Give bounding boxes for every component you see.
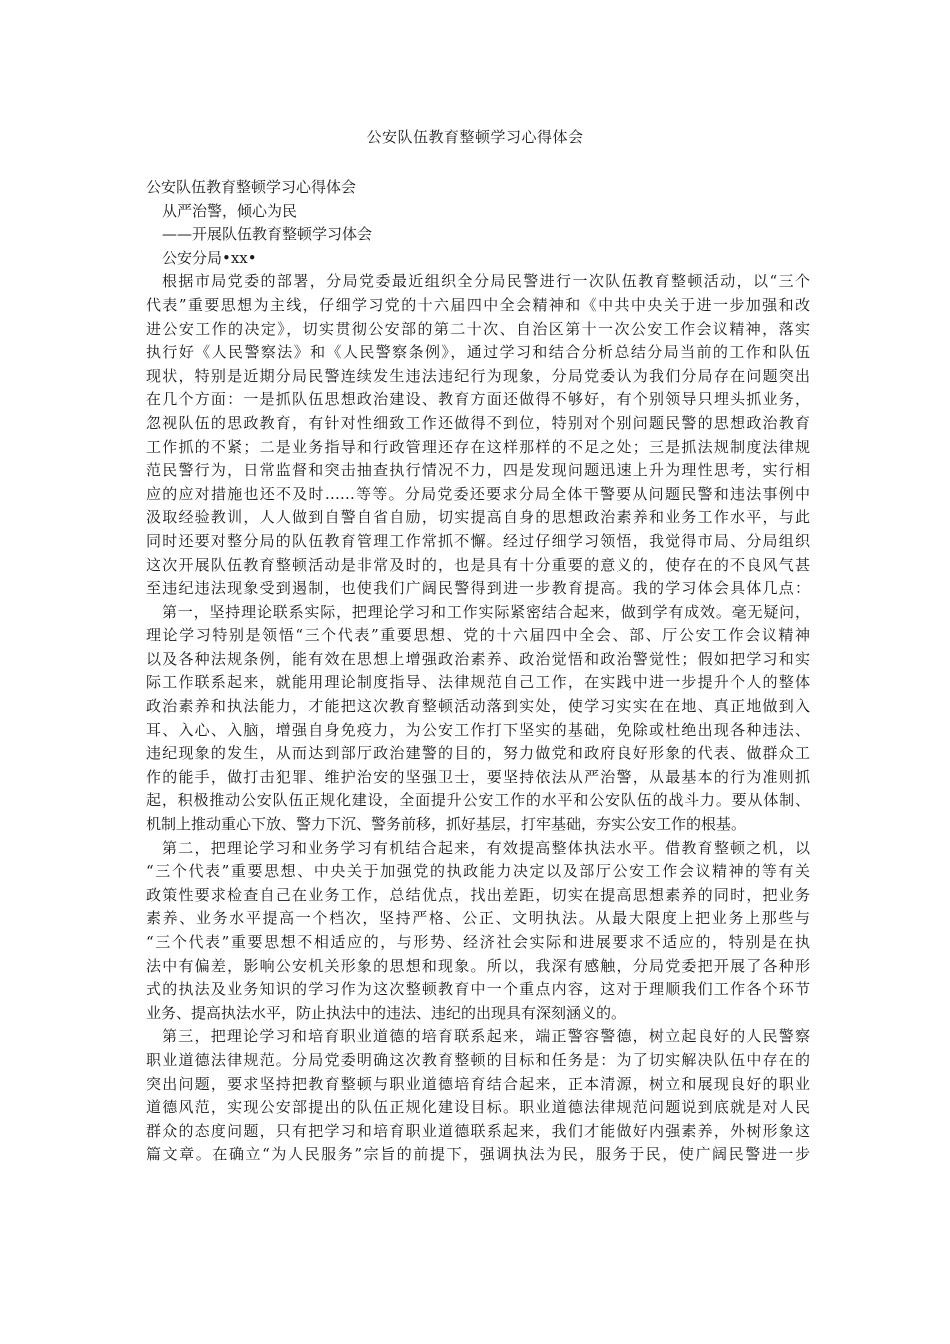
paragraph-line: 机制上推动重心下放、警力下沉、警务前移，抓好基层，打牢基础，夯实公安工作的根基。 — [146, 815, 747, 834]
paragraph-line: 业务、提高执法水平，防止执法中的违法、违纪的出现具有深刻涵义的。 — [146, 1003, 627, 1022]
header-line: 公安队伍教育整顿学习心得体会 — [146, 178, 357, 196]
paragraph-line: 耳、入心、入脑，增强自身免疫力，为公安工作打下坚实的基础，免除或杜绝出现各种违法、 — [146, 720, 810, 739]
paragraph-line: 违纪现象的发生，从而达到部厅政治建警的目的，努力做党和政府良好形象的代表、做群众工 — [146, 744, 810, 763]
document-title: 公安队伍教育整顿学习心得体会 — [366, 128, 584, 146]
paragraph-line: 汲取经验教训，人人做到自警自省自励，切实提高自身的思想政治素养和业务工作水平，与此 — [146, 508, 810, 527]
paragraph-line: 群众的态度问题，只有把学习和培育职业道德联系起来，我们才能做好内强素养，外树形象这 — [146, 1121, 810, 1140]
paragraph-line: 式的执法及业务知识的学习作为这次整顿教育中一个重点内容，这对于理顺我们工作各个环节 — [146, 980, 810, 999]
paragraph-line: 政策性要求检查自己在业务工作，总结优点，找出差距，切实在提高思想素养的同时，把业务 — [146, 885, 810, 904]
paragraph-line: 根据市局党委的部署，分局党委最近组织全分局民警进行一次队伍教育整顿活动，以“三个 — [162, 272, 810, 291]
paragraph-line: 政治素养和执法能力，才能把这次教育整顿活动落到实处，使学习实实在在地、真正地做到入 — [146, 697, 810, 716]
paragraph-line: “三个代表”重要思想、中央关于加强党的执政能力决定以及部厅公安工作会议精神的等有关 — [146, 862, 810, 881]
paragraph-line: 工作抓的不紧；二是业务指导和行政管理还存在这样那样的不足之处；三是抓法规制度法律规 — [146, 437, 810, 456]
paragraph-line: 代表”重要思想为主线，仔细学习党的十六届四中全会精神和《中共中央关于进一步加强和改 — [146, 295, 810, 314]
paragraph-line: 在几个方面：一是抓队伍思想政治建设、教育方面还做得不够好，有个别领导只埋头抓业务， — [146, 390, 810, 409]
paragraph-line: 进公安工作的决定》，切实贯彻公安部的第二十次、自治区第十一次公安工作会议精神，落实 — [146, 319, 810, 338]
paragraph-line: 这次开展队伍教育整顿活动是非常及时的，也是具有十分重要的意义的，使存在的不良风气甚 — [146, 555, 810, 574]
paragraph-line: “三个代表”重要思想不相适应的，与形势、经济社会实际和进展要求不适应的，特别是在执 — [146, 933, 810, 951]
paragraph-line: 起，积极推动公安队伍正规化建设，全面提升公安工作的水平和公安队伍的战斗力。要从体制、 — [146, 791, 810, 810]
paragraph-line: 以及各种法规条例，能有效在思想上增强政治素养、政治觉悟和政治警觉性；假如把学习和实 — [146, 649, 810, 668]
header-line: 公安分局•xx• — [162, 248, 257, 267]
paragraph-line: 应的应对措施也还不及时……等等。分局党委还要求分局全体干警要从问题民警和违法事例中 — [146, 484, 810, 503]
paragraph-line: 理论学习特别是领悟“三个代表”重要思想、党的十六届四中全会、部、厅公安工作会议精神 — [146, 626, 810, 645]
paragraph-line: 职业道德法律规范。分局党委明确这次教育整顿的目标和任务是：为了切实解决队伍中存在的 — [146, 1050, 810, 1069]
paragraph-line: 至违纪违法现象受到遏制，也使我们广阔民警得到进一步教育提高。我的学习体会具体几点： — [146, 579, 810, 598]
header-line: 从严治警，倾心为民 — [162, 201, 298, 220]
paragraph-line: 范民警行为，日常监督和突击抽查执行情况不力，四是发现问题迅速上升为理性思考，实行相 — [146, 461, 810, 480]
paragraph-line: 突出问题，要求坚持把教育整顿与职业道德培育结合起来，正本清源，树立和展现良好的职业 — [146, 1074, 810, 1093]
paragraph-line: 现状，特别是近期分局民警连续发生违法违纪行为现象，分局党委认为我们分局存在问题突出 — [146, 366, 810, 385]
paragraph-line: 篇文章。在确立“为人民服务”宗旨的前提下，强调执法为民，服务于民，使广阔民警进一步 — [146, 1145, 810, 1164]
paragraph-line: 素养、业务水平提高一个档次，坚持严格、公正、文明执法。从最大限度上把业务上那些与 — [146, 909, 810, 928]
paragraph-line: 作的能手，做打击犯罪、维护治安的坚强卫士，要坚持依法从严治警，从最基本的行为准则抓 — [146, 767, 810, 786]
paragraph-line: 第二，把理论学习和业务学习有机结合起来，有效提高整体执法水平。借教育整顿之机，以 — [162, 838, 810, 857]
header-line: ——开展队伍教育整顿学习体会 — [162, 225, 373, 244]
paragraph-line: 第三，把理论学习和培育职业道德的培育联系起来，端正警容警德，树立起良好的人民警察 — [162, 1027, 810, 1046]
paragraph-line: 忽视队伍的思政教育，有针对性细致工作还做得不到位，特别对个别问题民警的思想政治教育 — [146, 413, 810, 432]
paragraph-line: 执行好《人民警察法》和《人民警察条例》，通过学习和结合分析总结分局当前的工作和队伍 — [146, 343, 810, 362]
paragraph-line: 同时还要对整分局的队伍教育管理工作常抓不懈。经过仔细学习领悟，我觉得市局、分局组织 — [146, 531, 810, 550]
document-body — [146, 176, 810, 1167]
paragraph-line: 第一，坚持理论联系实际，把理论学习和工作实际紧密结合起来，做到学有成效。毫无疑问， — [162, 602, 810, 621]
paragraph-line: 道德风范，实现公安部提出的队伍正规化建设目标。职业道德法律规范问题说到底就是对人民 — [146, 1098, 810, 1117]
paragraph-line: 际工作联系起来，就能用理论制度指导、法律规范自己工作，在实践中进一步提升个人的整体 — [146, 673, 810, 692]
paragraph-line: 法中有偏差，影响公安机关形象的思想和现象。所以，我深有感触，分局党委把开展了各种形 — [146, 956, 810, 975]
